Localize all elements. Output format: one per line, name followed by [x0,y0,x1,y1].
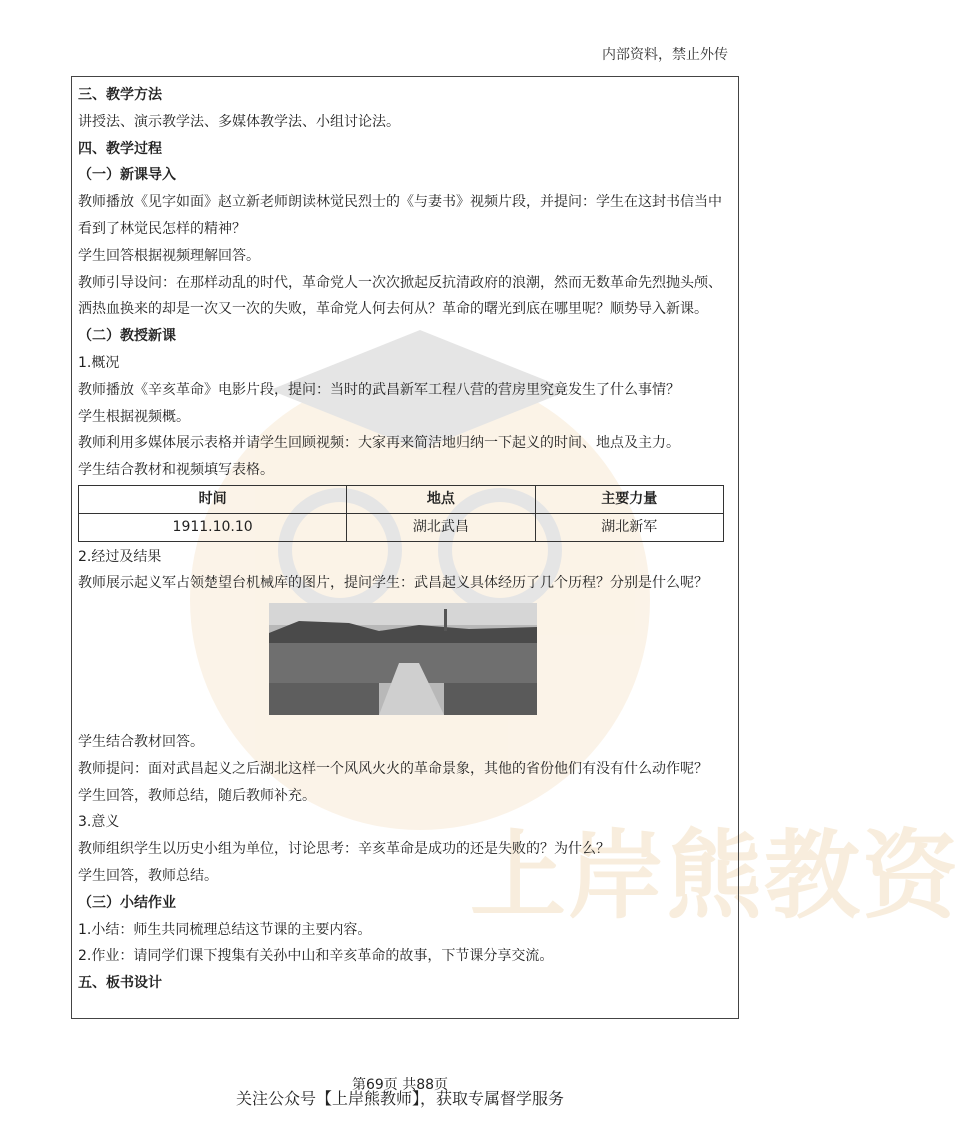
table-row [79,513,724,541]
intro-title: （一）新课导入 [78,167,176,184]
table-header-place: 地点 [347,485,535,513]
intro-paragraph-2: 学生回答根据视频理解回答。 [78,247,260,264]
overview-paragraph-3: 教师利用多媒体展示表格并请学生回顾视频：大家再来简洁地归纳一下起义的时间、地点及主力。 [78,435,680,452]
meaning-paragraph-2: 学生回答，教师总结。 [78,867,218,884]
overview-paragraph-1: 教师播放《辛亥革命》电影片段，提问：当时的武昌新军工程八营的营房里究竟发生了什么事情？ [78,381,680,398]
process2-paragraph-1: 教师展示起义军占领楚望台机械库的图片，提问学生：武昌起义具体经历了几个历程？分别是什么呢？ [78,575,708,592]
process-title: 四、教学过程 [78,140,162,157]
page-number: 第69页 共88页 [351,1077,449,1093]
table-cell-place: 湖北武昌 [347,513,535,541]
photo-container [78,603,728,725]
table-cell-time: 1911.10.10 [79,513,347,541]
promo-text: 关注公众号【上岸熊教师】，获取专属督学服务 [235,1089,564,1108]
header-note: 内部资料，禁止外传 [602,47,728,63]
process2-title: 2.经过及结果 [78,548,162,565]
table-header-time: 时间 [79,485,347,513]
intro-paragraph-3: 教师引导设问：在那样动乱的时代，革命党人一次次掀起反抗清政府的浪潮，然而无数革命先烈抛头颅、洒热血换来的却是一次又一次的失败，革命党人何去何从？革命的曙光到底在哪里呢？顺势导入新课。 [78,274,722,318]
lesson-content [78,82,728,997]
overview-title: 1.概况 [78,354,120,371]
process2-paragraph-2: 学生结合教材回答。 [78,733,204,750]
meaning-title: 3.意义 [78,814,120,831]
process2-paragraph-4: 学生回答，教师总结，随后教师补充。 [78,787,316,804]
teach-title: （二）教授新课 [78,328,176,345]
process2-paragraph-3: 教师提问：面对武昌起义之后湖北这样一个风风火火的革命景象，其他的省份他们有没有什么动作呢？ [78,760,708,777]
board-title: 五、板书设计 [78,975,162,992]
table-header-row [79,485,724,513]
intro-paragraph-1: 教师播放《见字如面》赵立新老师朗读林觉民烈士的《与妻书》视频片段，并提问：学生在这封书信当中看到了林觉民怎样的精神？ [78,194,722,237]
methods-text: 讲授法、演示教学法、多媒体教学法、小组讨论法。 [78,113,400,130]
meaning-paragraph-1: 教师组织学生以历史小组为单位，讨论思考：辛亥革命是成功的还是失败的？为什么？ [78,841,610,858]
uprising-table [78,485,724,542]
summary-paragraph-2: 2.作业：请同学们课下搜集有关孙中山和辛亥革命的故事，下节课分享交流。 [78,948,554,965]
summary-paragraph-1: 1.小结：师生共同梳理总结这节课的主要内容。 [78,921,372,938]
methods-title: 三、教学方法 [78,87,162,103]
table-cell-force: 湖北新军 [535,513,723,541]
overview-paragraph-4: 学生结合教材和视频填写表格。 [78,462,274,479]
watermark-text: 上岸熊教资 [470,820,960,932]
historical-photo [269,603,537,715]
overview-paragraph-2: 学生根据视频概。 [78,408,190,425]
table-header-force: 主要力量 [535,485,723,513]
summary-title: （三）小结作业 [78,894,176,911]
